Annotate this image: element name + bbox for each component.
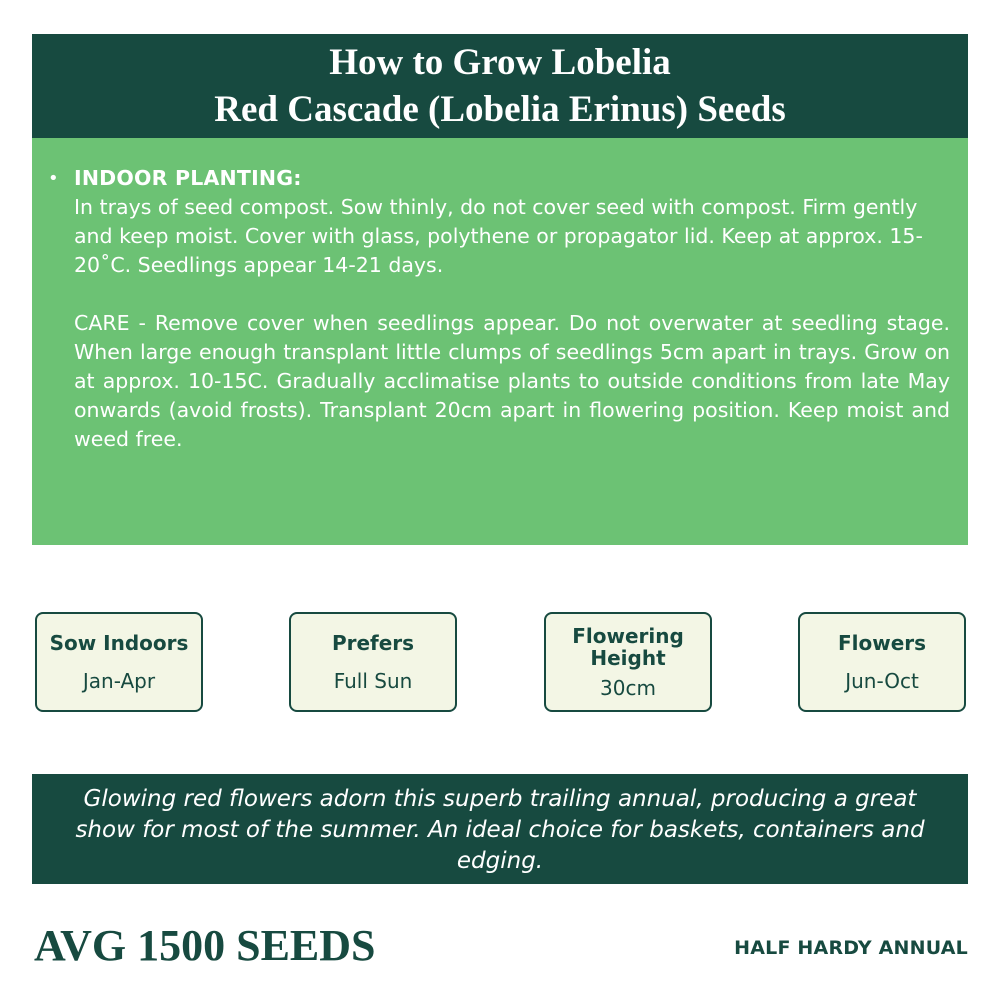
care-text: CARE - Remove cover when seedlings appear. Do not overwater at seedling stage. When large enough transplant little clumps of seedlings 5cm apart in trays. Grow on at approx. 10-15C. Gradually acclimatise plants to outside conditions from late May onwards (avoid frosts). Transplant 20cm apart in flowering position. Keep moist and weed free. bbox=[74, 311, 950, 451]
page-title-line1: How to Grow Lobelia bbox=[329, 42, 671, 83]
info-box-flowering-height bbox=[544, 612, 712, 712]
info-label-sow-indoors: Sow Indoors bbox=[49, 631, 189, 655]
description-text: Glowing red flowers adorn this superb trailing annual, producing a great show for most of the summer. An ideal choice for baskets, containers and edging. bbox=[75, 786, 925, 874]
description-banner bbox=[32, 774, 968, 884]
page-header bbox=[32, 34, 968, 138]
info-label-prefers: Prefers bbox=[331, 631, 415, 655]
info-label-flowering-line: Flowering bbox=[572, 624, 684, 648]
info-box-sow-indoors bbox=[35, 612, 203, 712]
info-value-prefers: Full Sun bbox=[333, 669, 413, 693]
seed-count: AVG 1500 SEEDS bbox=[34, 921, 376, 970]
info-value-sow-indoors: Jan-Apr bbox=[82, 669, 156, 693]
info-label-flowering-height bbox=[546, 625, 710, 669]
page-title-line2: Red Cascade (Lobelia Erinus) Seeds bbox=[214, 89, 786, 130]
info-label-height-line: Height bbox=[590, 646, 666, 670]
plant-type-label: HALF HARDY ANNUAL bbox=[734, 937, 968, 959]
growing-instructions-panel bbox=[32, 138, 968, 545]
indoor-planting-heading: INDOOR PLANTING: bbox=[74, 166, 302, 190]
info-box-prefers bbox=[289, 612, 457, 712]
indoor-planting-item bbox=[48, 164, 950, 454]
info-box-flowers bbox=[798, 612, 966, 712]
bullet-icon: • bbox=[48, 168, 59, 189]
info-value-flowering-height: 30cm bbox=[600, 676, 656, 700]
indoor-planting-text: In trays of seed compost. Sow thinly, do not cover seed with compost. Firm gently and keep moist. Cover with glass, polythene or propagator lid. Keep at approx. 15-20˚C. Seedlings appear 14-21 days. bbox=[74, 195, 923, 277]
info-value-flowers: Jun-Oct bbox=[845, 669, 919, 693]
info-label-flowers: Flowers bbox=[837, 631, 927, 655]
